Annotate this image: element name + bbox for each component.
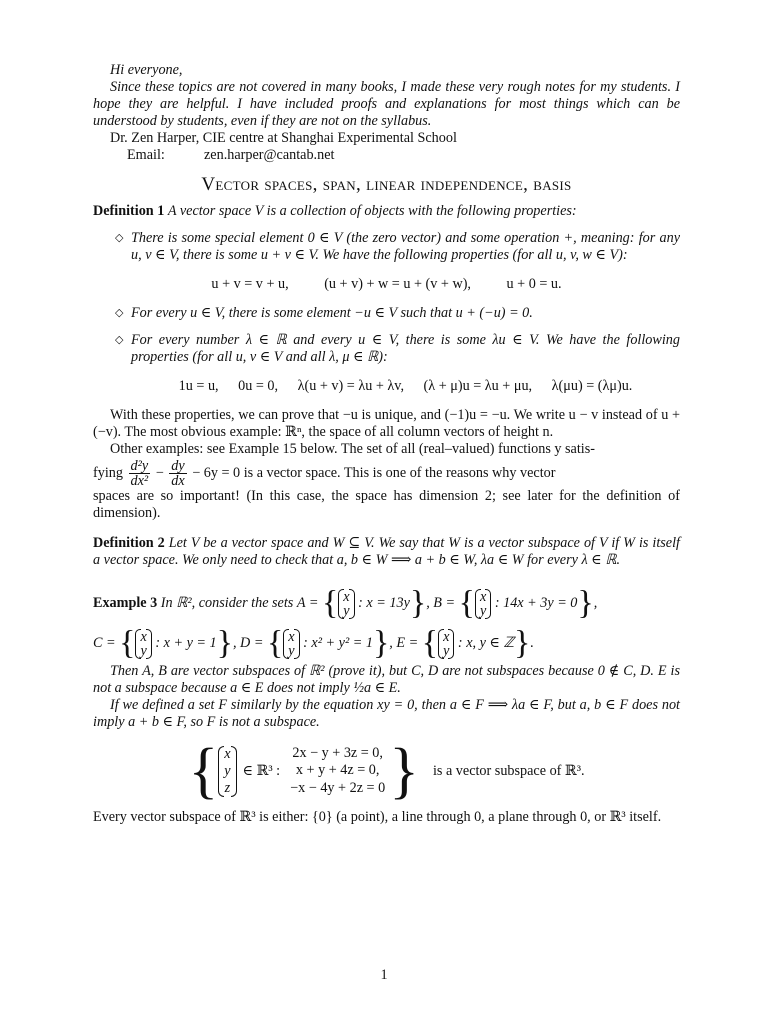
- set-c: C = { x y : x + y = 1},: [93, 624, 237, 662]
- equation-1: 2x − y + 3z = 0,: [292, 744, 383, 761]
- left-brace: {: [188, 737, 219, 806]
- definition-1-bullet-2: ◇ For every u ∈ V, there is some element −u ∈ V such that u + (−u) = 0.: [115, 305, 533, 321]
- diamond-bullet-icon: ◇: [115, 334, 124, 346]
- right-brace: }: [389, 737, 419, 806]
- axiom-associative: (u + v) + w = u + (v + w),: [324, 276, 471, 292]
- diamond-bullet-icon: ◇: [115, 307, 124, 319]
- email-row: [93, 147, 680, 164]
- set-e: E = { x y : x, y ∈ ℤ}.: [396, 624, 534, 662]
- set-a: A = { x y : x = 13y},: [296, 584, 430, 622]
- subspaces-of-r3: Every vector subspace of ℝ³ is either: {0} (a point), a line through 0, a plane through 0, or ℝ³ itself.: [93, 809, 662, 826]
- axiom-associative-scalar: λ(μu) = (λμ)u.: [551, 378, 633, 394]
- paragraph-unique: With these properties, we can prove that −u is unique, and (−1)u = −u. We write u − v instead of u + (−v). The most obvious example: ℝⁿ, the space of all column vectors of height n.: [93, 407, 680, 440]
- equation-3: −x − 4y + 2z = 0: [290, 779, 386, 796]
- diamond-bullet-icon: ◇: [115, 232, 124, 244]
- example-3-subspace-explanation: Then A, B are vector subspaces of ℝ² (prove it), but C, D are not subspaces because 0 ∉ C, D. E is not a subspace because a ∈ E does not imply ½a ∈ E.: [93, 663, 680, 697]
- set-d: D = { x y : x² + y² = 1},: [240, 624, 393, 662]
- email-label: Email:: [127, 147, 165, 163]
- definition-2-text: Let V be a vector space and W ⊆ V. We say that W is a vector subspace of V if W is itself a vector space. We only need to check that a, b ∈ W ⟹ a + b ∈ W, λa ∈ W for every λ ∈ ℝ.: [93, 535, 680, 569]
- paragraph-examples-2: fying $\frac{\text{d²y}}{\text{dx²}}$ − $\frac{dy}{dx}$ − 6y = 0 is a vector space. This is one of the reasons why vector: [93, 458, 556, 490]
- paragraph-examples-1: Other examples: see Example 15 below. The set of all (real–valued) functions y satis-: [110, 441, 595, 457]
- axiom-zero-scalar: 0u = 0,: [238, 378, 279, 394]
- definition-1-text: A vector space V is a collection of objects with the following properties:: [167, 203, 577, 219]
- example-3-set-f: If we defined a set F similarly by the equation xy = 0, then a ∈ F ⟹ λa ∈ F, but a, b ∈ F does not imply a + b ∈ F, so F is not a subspace.: [93, 697, 680, 731]
- greeting: Hi everyone,: [110, 62, 183, 78]
- addition-axioms: [93, 276, 680, 293]
- paragraph-examples-3: spaces are so important! (In this case, the space has dimension 2; see later for the definition of dimension).: [93, 488, 680, 522]
- page-number: 1: [380, 967, 388, 983]
- axiom-commutative: u + v = v + u,: [211, 276, 289, 292]
- example-3-label: Example 3: [93, 595, 158, 612]
- column-vector-xyz: x y z: [218, 746, 236, 797]
- axiom-distributive-vector: λ(u + v) = λu + λv,: [297, 378, 404, 394]
- example-3-sets-ab: Example 3 In ℝ², consider the sets A = { x y : x = 13y}, B = { x y : 14x + 3y = 0},: [93, 584, 598, 622]
- axiom-zero: u + 0 = u.: [506, 276, 562, 292]
- intro-text: Since these topics are not covered in many books, I made these very rough notes for my students. I hope they are helpful. I have included proofs and explanations for most things which can be understood by students, even if they are not on the syllabus.: [93, 79, 680, 129]
- scalar-axioms: [131, 378, 680, 395]
- system-note: is a vector subspace of ℝ³.: [432, 762, 585, 779]
- fraction-second-derivative: $\frac{\text{d²y}}{\text{dx²}}$: [130, 458, 149, 490]
- fraction-first-derivative: $\frac{dy}{dx}$: [171, 458, 185, 490]
- system-subspace: { x y z ∈ ℝ³ : 2x − y + 3z = 0, x + y + 4z = 0, −x − 4y + 2z = 0 } is a vector subspace of ℝ³.: [188, 737, 585, 806]
- definition-1-bullet-3: ◇ For every number λ ∈ ℝ and every u ∈ V, there is some λu ∈ V. We have the following properties (for all u, v ∈ V and all λ, μ ∈ ℝ):: [115, 332, 680, 365]
- definition-1-bullet-1: ◇ There is some special element 0 ∈ V (the zero vector) and some operation +, meaning: for any u, v ∈ V, there is some u + v ∈ V. We have the following properties (for all u, v, w ∈ V):: [115, 230, 680, 263]
- email-address[interactable]: zen.harper@cantab.net: [204, 147, 335, 163]
- definition-1-label: Definition 1: [93, 203, 165, 219]
- definition-2-label: Definition 2: [93, 535, 165, 552]
- definition-2: [93, 535, 680, 569]
- axiom-unit: 1u = u,: [178, 378, 219, 394]
- set-b: B = { x y : 14x + 3y = 0},: [433, 584, 598, 622]
- equation-2: x + y + 4z = 0,: [295, 762, 380, 779]
- example-3-sets-cde: [93, 623, 680, 663]
- paper-page: [93, 62, 680, 826]
- system-equations: [290, 745, 385, 798]
- axiom-distributive-scalar: (λ + μ)u = λu + μu,: [423, 378, 533, 394]
- definition-1: [93, 203, 680, 220]
- author-line: Dr. Zen Harper, CIE centre at Shanghai Experimental School: [110, 130, 457, 146]
- section-title: Vector spaces, span, linear independence, basis: [201, 174, 572, 195]
